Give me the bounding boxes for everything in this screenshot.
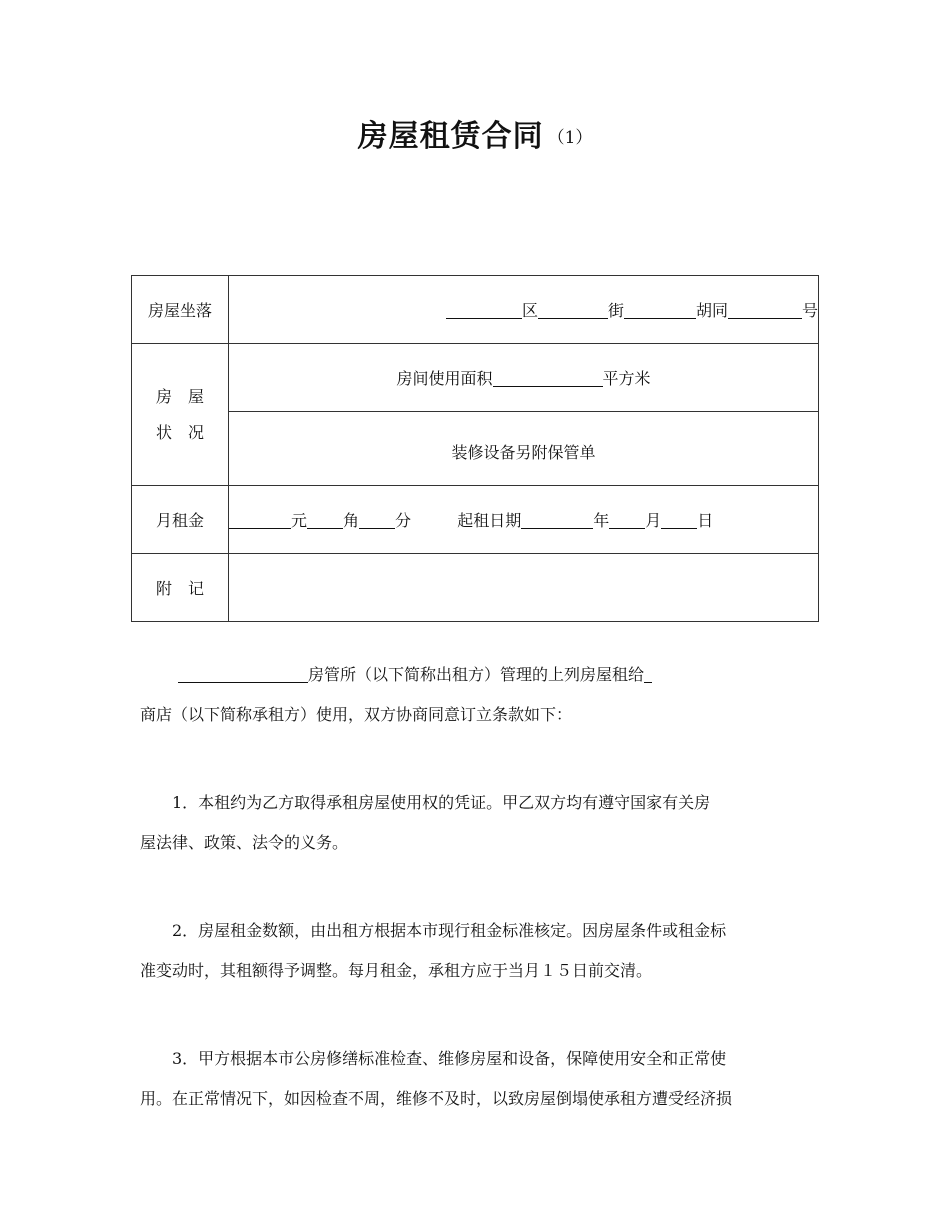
jiao-unit: 角: [343, 511, 360, 530]
clause-1-line-1: 1．本租约为乙方取得承租房屋使用权的凭证。甲乙双方均有遵守国家有关房: [172, 793, 711, 812]
hutong-blank[interactable]: [624, 301, 696, 319]
fen-blank[interactable]: [359, 511, 395, 529]
title-block: [0, 112, 950, 166]
document-title-suffix: （1）: [547, 128, 593, 148]
hutong-unit: 胡同: [695, 301, 728, 320]
intro-line-1: 房管所（以下简称出租方）管理的上列房屋租给: [140, 655, 812, 695]
year-blank[interactable]: [521, 511, 593, 529]
rent-row: [132, 486, 819, 554]
district-blank[interactable]: [446, 301, 522, 319]
intro-line-2: 商店（以下简称承租方）使用，双方协商同意订立条款如下：: [140, 705, 573, 724]
street-blank[interactable]: [538, 301, 608, 319]
landlord-blank[interactable]: [178, 665, 308, 683]
property-info-table: [131, 275, 819, 622]
month-unit: 月: [645, 511, 662, 530]
area-unit: 平方米: [602, 369, 651, 388]
street-unit: 街: [607, 301, 624, 320]
day-blank[interactable]: [661, 511, 697, 529]
area-text: 房间使用面积: [396, 369, 493, 388]
condition-label-line1: 房 屋: [155, 386, 204, 406]
clause-2-line-1: 2．房屋租金数额，由出租方根据本市现行租金标准核定。因房屋条件或租金标: [172, 921, 727, 940]
tenant-blank[interactable]: [644, 665, 652, 683]
decoration-text: 装修设备另附保管单: [229, 412, 819, 486]
document-title: 房屋租赁合同: [357, 119, 544, 154]
clause-1-line-2: 屋法律、政策、法令的义务。: [140, 833, 349, 852]
day-unit: 日: [697, 511, 714, 530]
district-unit: 区: [521, 301, 538, 320]
location-label: 房屋坐落: [132, 276, 229, 344]
clause-3-line-1: 3．甲方根据本市公房修缮标准检查、维修房屋和设备，保障使用安全和正常使: [172, 1049, 727, 1068]
area-field: [229, 344, 819, 412]
yuan-blank[interactable]: [229, 511, 291, 529]
notes-row: [132, 554, 819, 622]
clause-2-line-2: 准变动时，其租额得予调整。每月租金，承租方应于当月１５日前交清。: [140, 961, 653, 980]
fen-unit: 分: [395, 511, 412, 530]
rent-fields: [229, 486, 819, 554]
jiao-blank[interactable]: [307, 511, 343, 529]
notes-label: 附 记: [132, 554, 229, 622]
yuan-unit: 元: [291, 511, 308, 530]
notes-value[interactable]: [229, 554, 819, 622]
contract-body: [140, 655, 812, 1119]
condition-label-line2: 状 况: [155, 422, 204, 442]
area-blank[interactable]: [493, 369, 603, 387]
number-blank[interactable]: [728, 301, 802, 319]
number-unit: 号: [801, 301, 818, 320]
location-row: [132, 276, 819, 344]
year-unit: 年: [593, 511, 610, 530]
rent-label: 月租金: [132, 486, 229, 554]
month-blank[interactable]: [609, 511, 645, 529]
location-fields: [229, 276, 819, 344]
decoration-row: [132, 412, 819, 486]
clause-3-line-2: 用。在正常情况下，如因检查不周，维修不及时，以致房屋倒塌使承租方遭受经济损: [140, 1089, 733, 1108]
condition-label: [132, 344, 229, 486]
start-date-label: 起租日期: [457, 511, 522, 530]
area-row: [132, 344, 819, 412]
